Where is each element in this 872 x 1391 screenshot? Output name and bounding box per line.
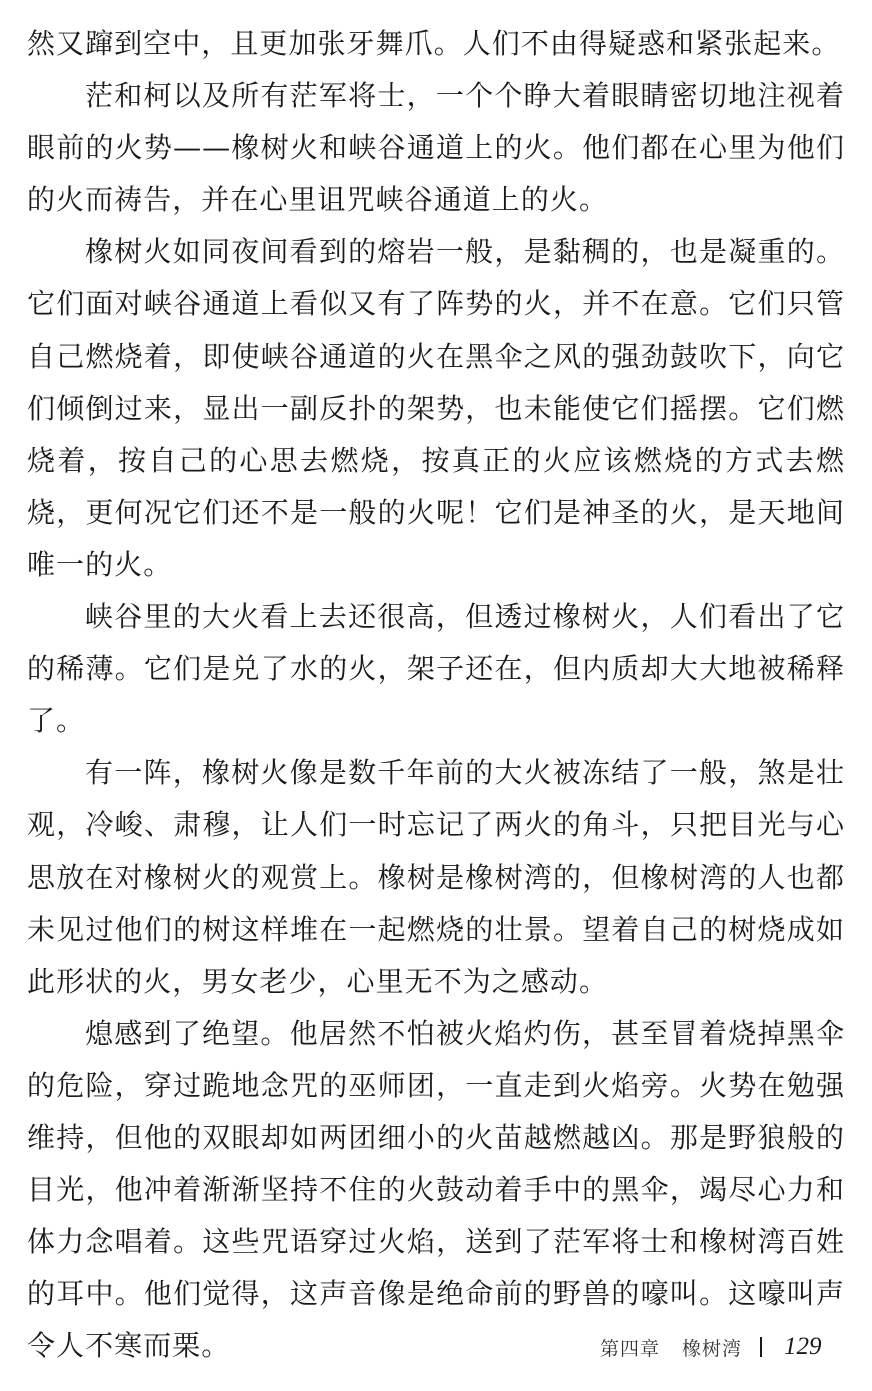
paragraph-3: 橡树火如同夜间看到的熔岩一般，是黏稠的，也是凝重的。它们面对峡谷通道上看似又有了阵势的火，并不在意。它们只管自己燃烧着，即使峡谷通道的火在黑伞之风的强劲鼓吹下，向它们倾倒过来，显出一副反扑的架势，也未能使它们摇摆。它们燃烧着，按自己的心思去燃烧，按真正的火应该燃烧的方式去燃烧，更何况它们还不是一般的火呢！它们是神圣的火，是天地间唯一的火。 [27,235,845,581]
paragraph-6: 熄感到了绝望。他居然不怕被火焰灼伤，甚至冒着烧掉黑伞的危险，穿过跪地念咒的巫师团，一直走到火焰旁。火势在勉强维持，但他的双眼却如两团细小的火苗越燃越凶。那是野狼般的目光，他冲着渐渐坚持不住的火鼓动着手中的黑伞，竭尽心力和体力念唱着。这些咒语穿过火焰，送到了茫军将士和橡树湾百姓的耳中。他们觉得，这声音像是绝命前的野兽的嚎叫。这嚎叫声令人不寒而栗。 [27,1016,845,1363]
running-head-title: 橡树湾 [682,1337,743,1360]
page-number: 129 [784,1333,822,1360]
paragraph-5: 有一阵，橡树火像是数千年前的大火被冻结了一般，煞是壮观，冷峻、肃穆，让人们一时忘记了两火的角斗，只把目光与心思放在对橡树火的观赏上。橡树是橡树湾的，但橡树湾的人也都未见过他们的树这样堆在一起燃烧的壮景。望着自己的树烧成如此形状的火，男女老少，心里无不为之感动。 [27,756,845,998]
footer-separator [760,1337,762,1357]
paragraph-1: 然又蹿到空中，且更加张牙舞爪。人们不由得疑惑和紧张起来。 [27,27,841,60]
page-body [27,18,845,1372]
page-footer [600,1330,822,1364]
paragraph-2: 茫和柯以及所有茫军将士，一个个睁大着眼睛密切地注视着眼前的火势——橡树火和峡谷通道上的火。他们都在心里为他们的火而祷告，并在心里诅咒峡谷通道上的火。 [27,79,845,217]
paragraph-4: 峡谷里的大火看上去还很高，但透过橡树火，人们看出了它的稀薄。它们是兑了水的火，架子还在，但内质却大大地被稀释了。 [27,600,845,738]
running-head-chapter: 第四章 [600,1337,661,1360]
